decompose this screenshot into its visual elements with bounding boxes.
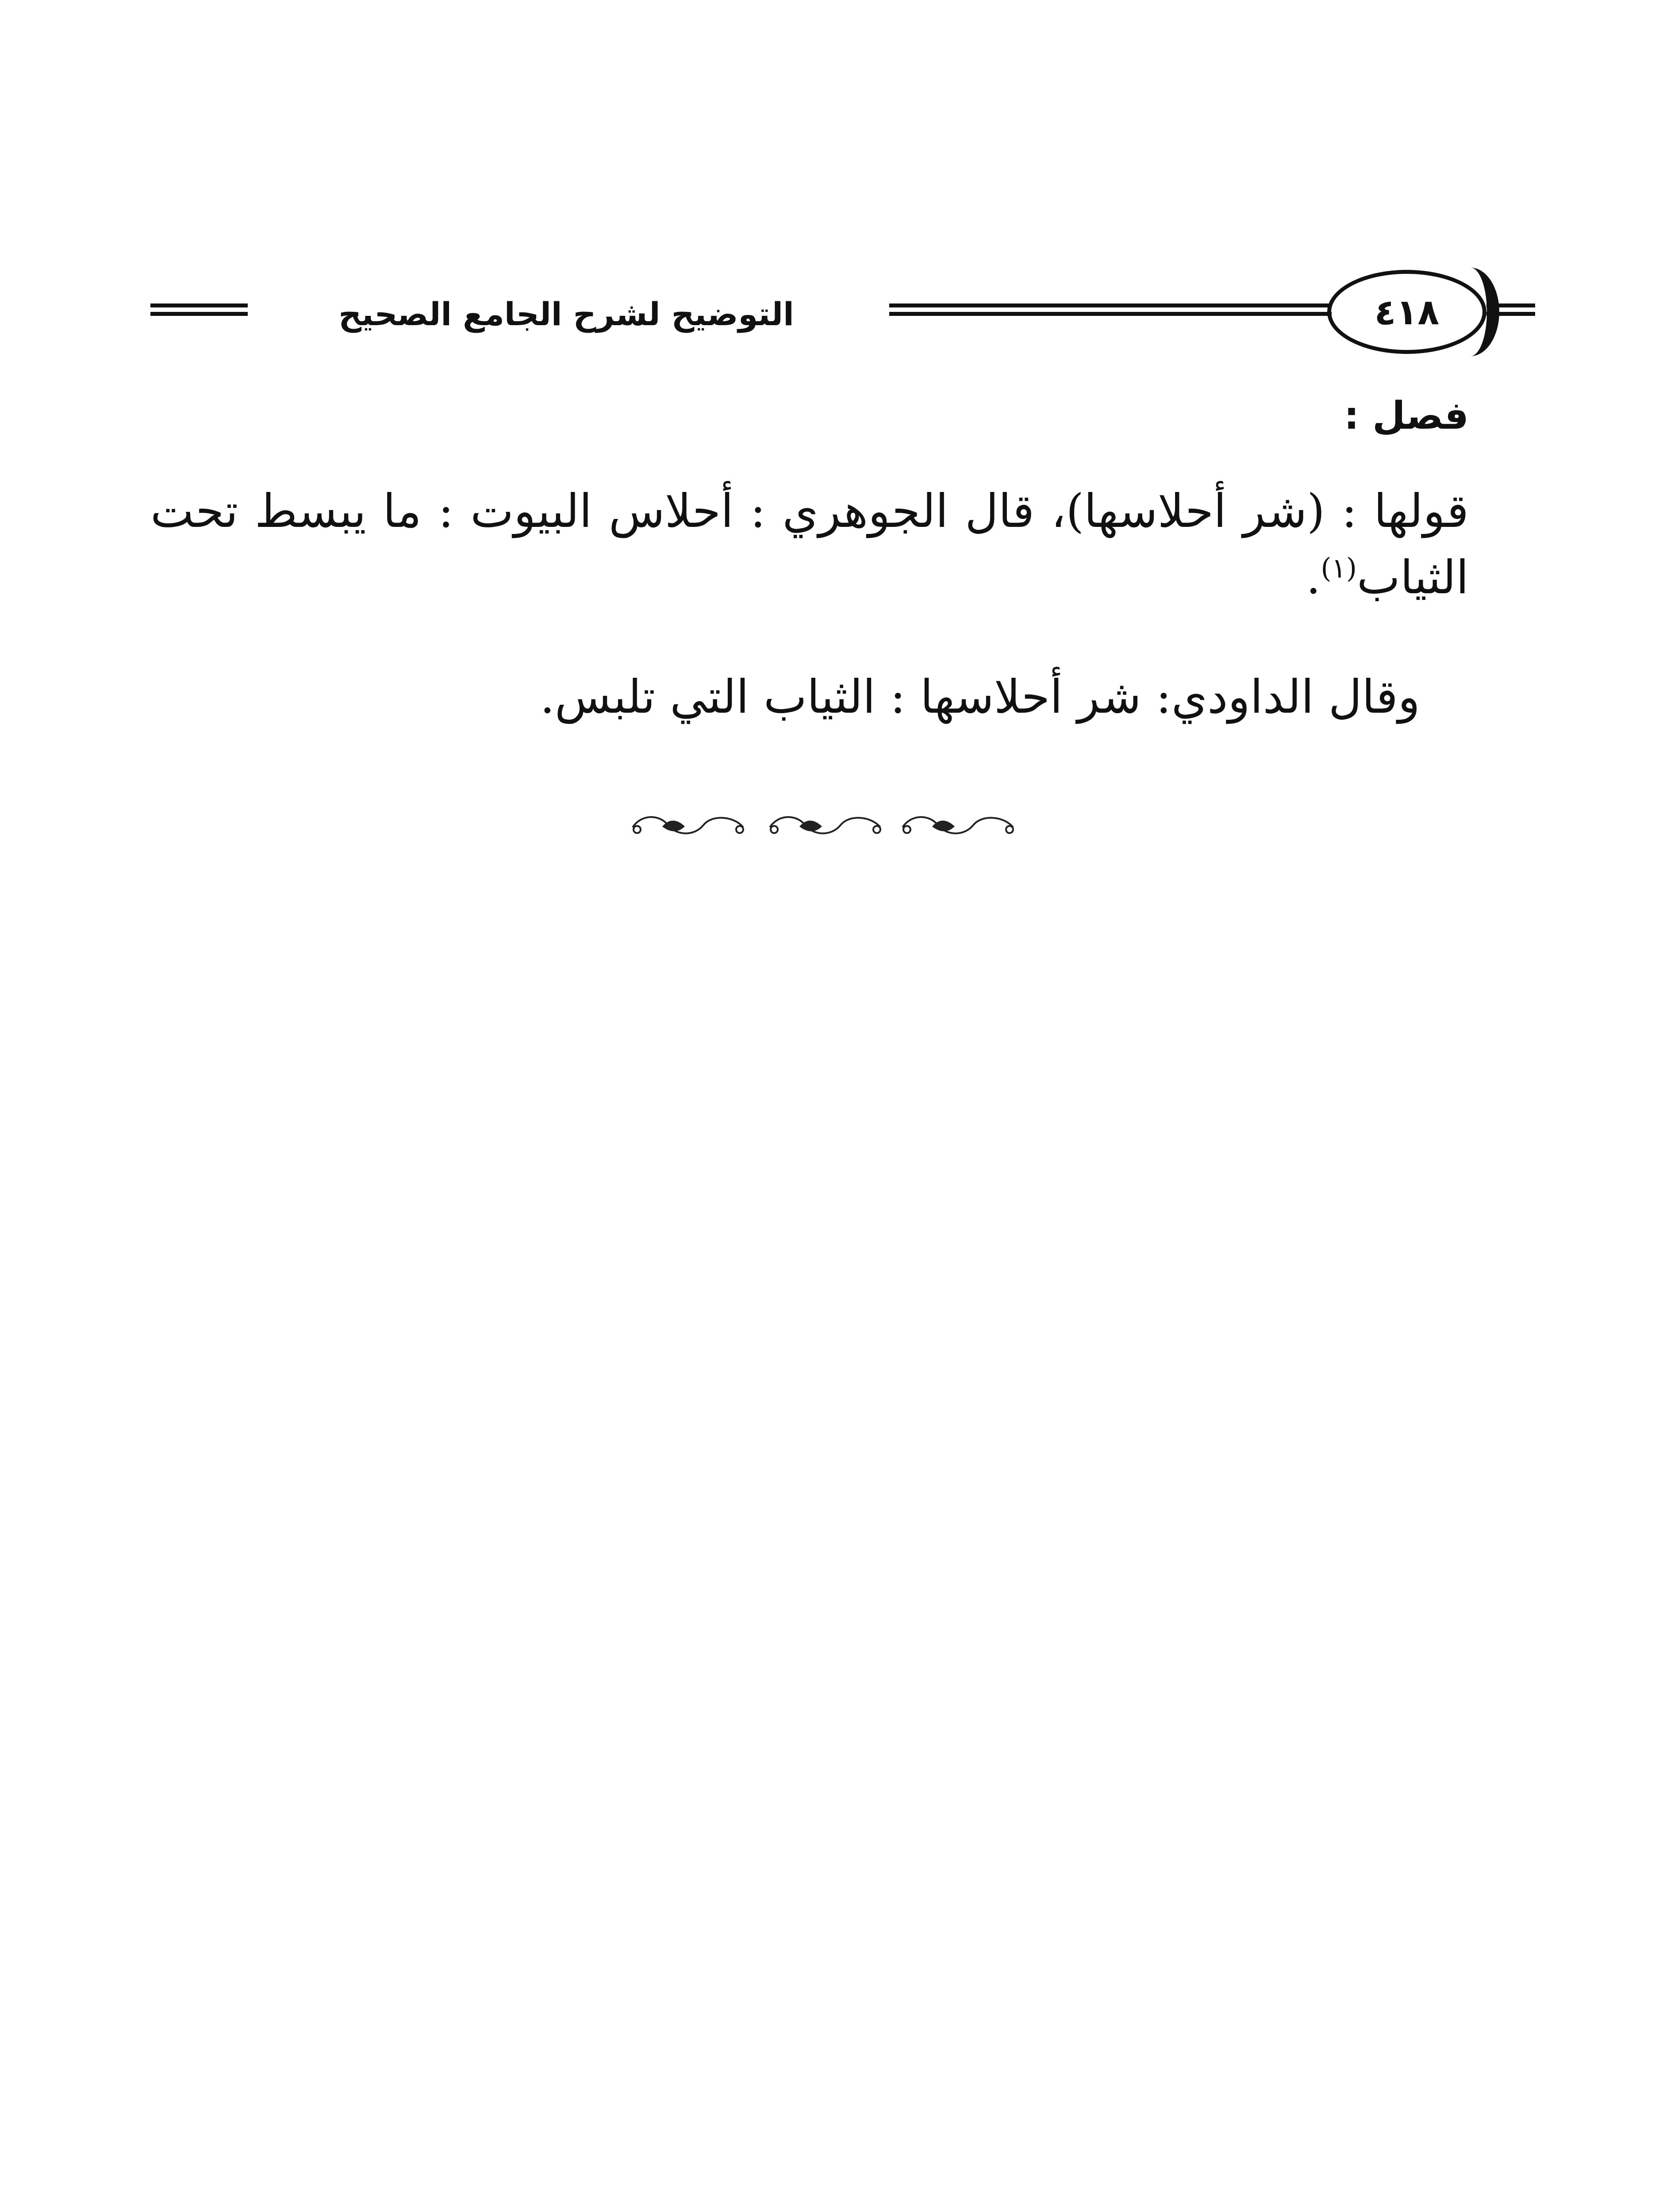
- paragraph-1: [150, 478, 1469, 611]
- paragraph-2: [150, 664, 1469, 730]
- header-rule-left: [150, 303, 248, 316]
- page-number: ٤١٨: [1374, 291, 1440, 333]
- ornament-motif-3: [902, 817, 1013, 833]
- ornament-motif-2: [770, 817, 880, 833]
- paragraph-2-text: وقال الداودي: شر أحلاسها : الثياب التي تلبس.: [540, 670, 1420, 724]
- section-end-ornament: [624, 810, 1022, 841]
- paragraph-1-text: قولها : (شر أحلاسها)، قال الجوهري : أحلاس البيوت : ما يبسط تحت الثياب: [150, 484, 1469, 604]
- ornament-motif-1: [633, 817, 743, 833]
- header-rule-right: [1486, 303, 1535, 316]
- paragraph-1-end: .: [1306, 550, 1321, 604]
- running-header: [150, 265, 1535, 367]
- header-rule-middle: [889, 303, 1332, 316]
- section-heading: فصل :: [1344, 394, 1469, 438]
- footnote-reference[interactable]: (١): [1321, 552, 1357, 584]
- page-number-oval: [1327, 270, 1486, 354]
- header-title: التوضيح لشرح الجامع الصحيح: [338, 296, 794, 333]
